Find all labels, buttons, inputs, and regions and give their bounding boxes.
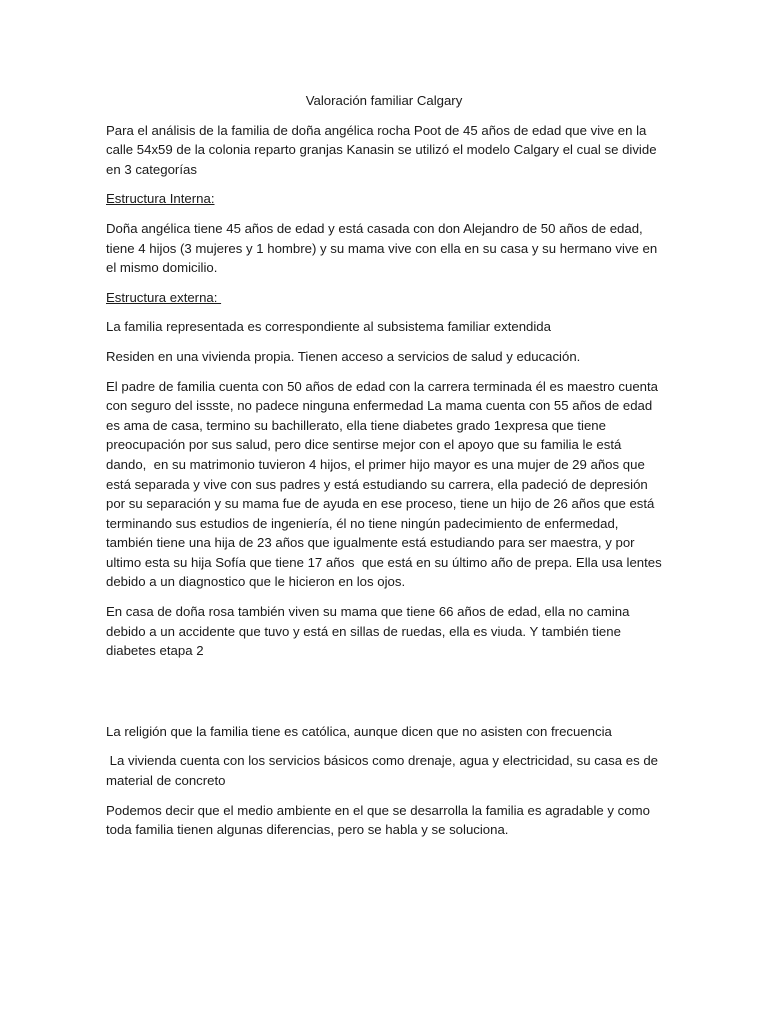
religion-paragraph: La religión que la familia tiene es católica, aunque dicen que no asisten con frecuencia <box>106 723 612 739</box>
internal-structure-paragraph: Doña angélica tiene 45 años de edad y está casada con don Alejandro de 50 años de edad, tiene 4 hijos (3 mujeres y 1 hombre) y su mama vive con ella en su casa y su hermano vive en el mismo domicilio. <box>106 220 661 276</box>
document-body <box>106 91 666 850</box>
services-paragraph: La vivienda cuenta con los servicios básicos como drenaje, agua y electricidad, su casa es de material de concreto <box>106 753 662 789</box>
external-structure-heading: Estructura externa: <box>106 289 222 305</box>
grandmother-paragraph: En casa de doña rosa también viven su mama que tiene 66 años de edad, ella no camina debido a un accidente que tuvo y está en sillas de ruedas, ella es viuda. Y también tiene diabetes etapa 2 <box>106 604 634 659</box>
internal-structure-heading: Estructura Interna: <box>106 191 215 207</box>
housing-paragraph: Residen en una vivienda propia. Tienen acceso a servicios de salud y educación. <box>106 348 581 364</box>
parents-paragraph: El padre de familia cuenta con 50 años de edad con la carrera terminada él es maestro cuenta con seguro del issste, no padece ninguna enfermedad La mama cuenta con 55 años de edad es ama de casa, termino su bachillerato, ella tiene diabetes grado 1expresa que tiene preocupación por sus salud, pero dice sentirse mejor con el apoyo que su familia le está dando, en su matrimonio tuvieron 4 hijos, el primer hijo mayor es una mujer de 29 años que está separada y vive con sus padres y está estudiando su carrera, ella padeció de depresión por su separación y su mama fue de ayuda en ese proceso, tiene un hijo de 26 años que está terminando sus estudios de ingeniería, él no tiene ningún padecimiento de enfermedad, también tiene una hija de 23 años que igualmente está estudiando para ser maestra, y por ultimo esta su hija Sofía que tiene 17 años que está en su último año de prepa. Ella usa lentes debido a un diagnostico que le hicieron en los ojos. <box>106 378 666 590</box>
family-type-paragraph: La familia representada es correspondiente al subsistema familiar extendida <box>106 319 551 335</box>
environment-paragraph: Podemos decir que el medio ambiente en el que se desarrolla la familia es agradable y como toda familia tienen algunas diferencias, pero se habla y se soluciona. <box>106 802 654 838</box>
intro-paragraph: Para el análisis de la familia de doña angélica rocha Poot de 45 años de edad que vive en la calle 54x59 de la colonia reparto granjas Kanasin se utilizó el modelo Calgary el cual se divide en 3 categorías <box>106 122 661 177</box>
document-title: Valoración familiar Calgary <box>305 93 463 108</box>
blank-space <box>106 671 662 722</box>
